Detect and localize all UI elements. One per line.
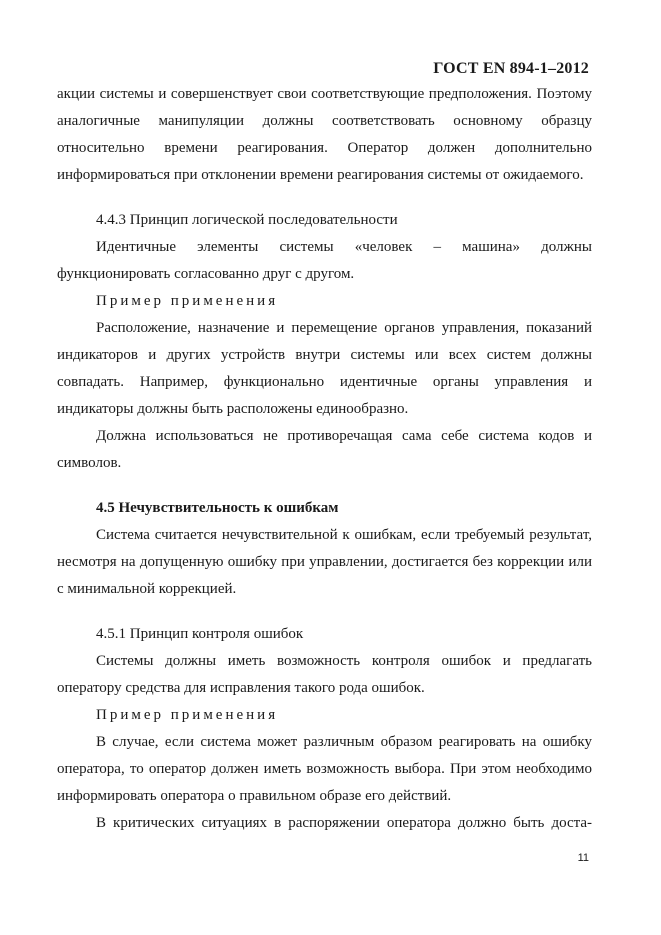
spacer <box>57 189 592 207</box>
paragraph-codes-symbols: Должна использоваться не противоречащая сама себе система кодов и символов. <box>57 428 592 471</box>
example-label: Пример применения <box>96 707 279 723</box>
section-heading-4-5: 4.5 Нечувствительность к ошибкам <box>96 500 339 516</box>
section-heading-4-4-3: 4.4.3 Принцип логической последовательности <box>96 212 398 228</box>
example-label: Пример применения <box>96 293 279 309</box>
section-heading-4-5-1: 4.5.1 Принцип контроля ошибок <box>96 626 304 642</box>
paragraph-consistency: Идентичные элементы системы «человек – машина» должны функционировать согласованно друг с другом. <box>57 239 592 282</box>
spacer <box>57 477 592 495</box>
spacer <box>57 603 592 621</box>
paragraph-critical-situations: В критических ситуациях в распоряжении оператора должно быть доста- <box>96 815 592 831</box>
paragraph-continuation: акции системы и совершенствует свои соответствующие предположения. Поэтому аналогичные манипуляции должны соответствовать основному образцу относительно времени реагирования. Оператор должен дополнительно информироваться при отклонении времени реагирования системы от ожидаемого. <box>57 86 592 183</box>
page-number: 11 <box>577 852 589 864</box>
paragraph-operator-choice: В случае, если система может различным образом реагировать на ошибку оператора, то оператор должен иметь возможность выбора. При этом необходимо информировать оператора о правильном образе его действий. <box>57 734 592 804</box>
document-body <box>57 81 592 837</box>
paragraph-error-tolerance: Система считается нечувствительной к ошибкам, если требуемый результат, несмотря на допущенную ошибку при управлении, достигается без коррекции или с минимальной коррекцией. <box>57 527 592 597</box>
paragraph-error-control: Системы должны иметь возможность контроля ошибок и предлагать оператору средства для исправления такого рода ошибок. <box>57 653 592 696</box>
paragraph-controls-placement: Расположение, назначение и перемещение органов управления, показаний индикаторов и других устройств внутри системы или всех систем должны совпадать. Например, функционально идентичные органы управления и индикаторы должны быть расположены единообразно. <box>57 320 592 417</box>
document-code-header: ГОСТ EN 894-1–2012 <box>433 60 589 77</box>
